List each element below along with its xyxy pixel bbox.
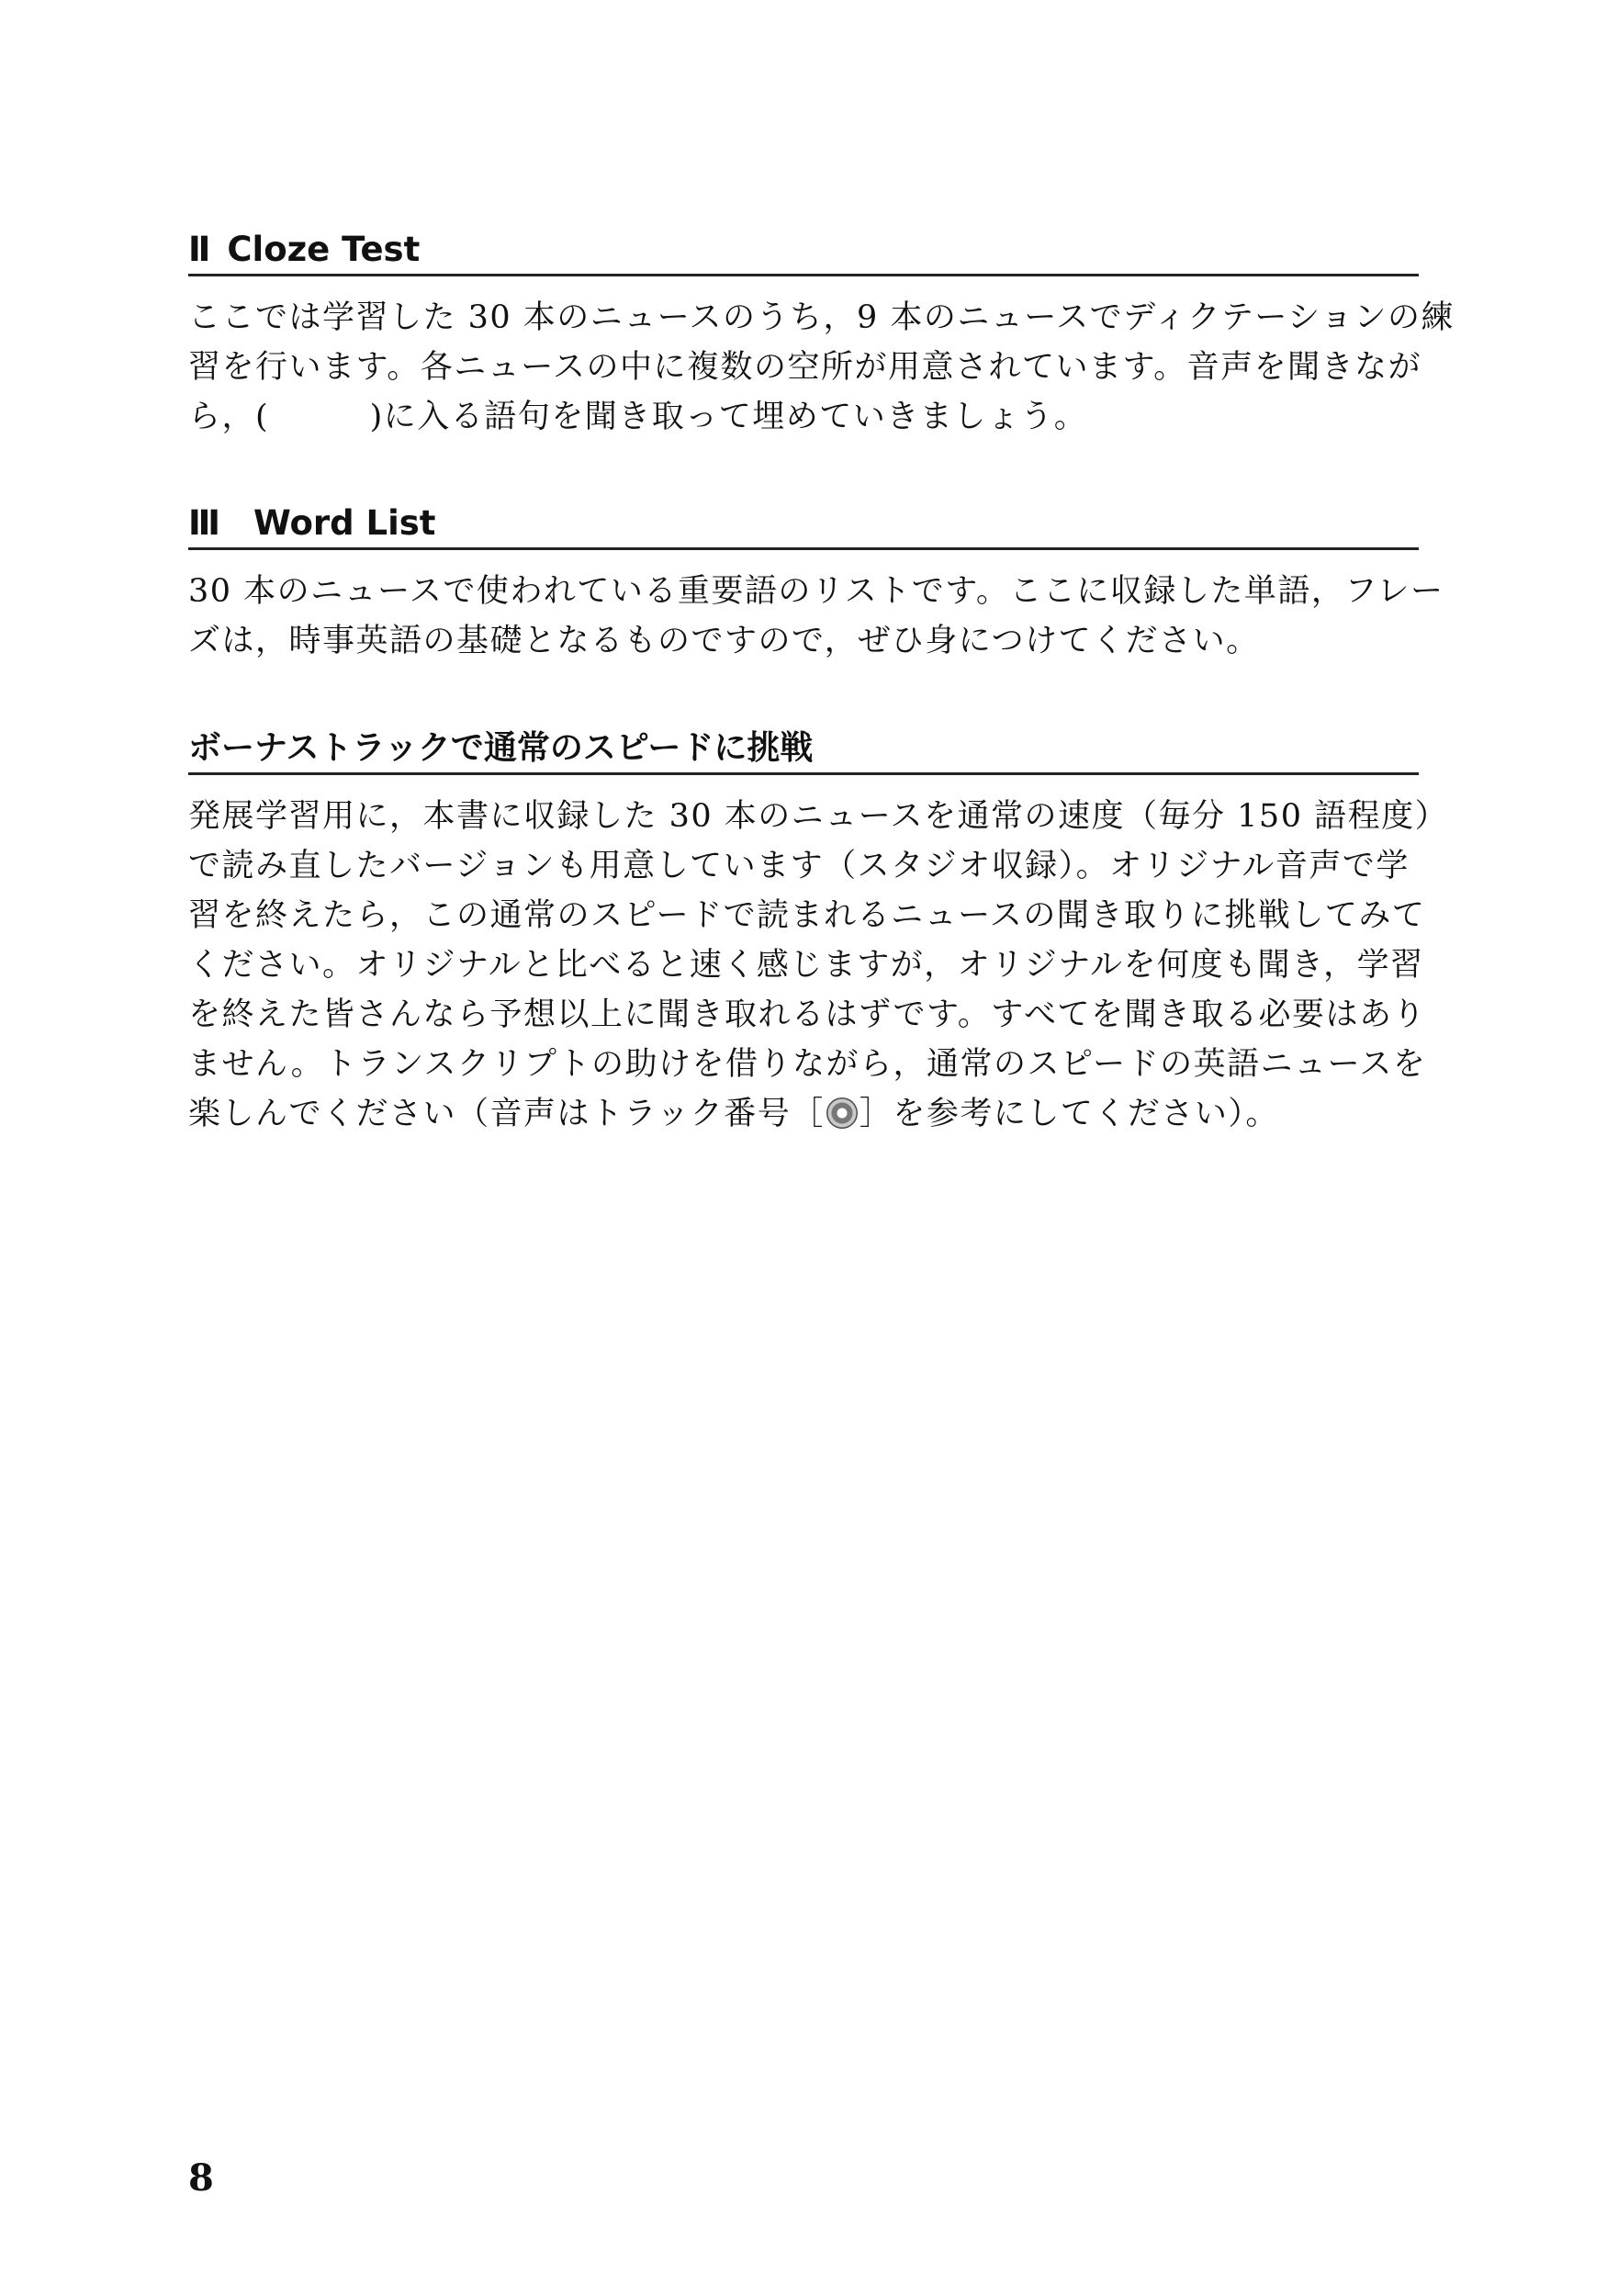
body-line: を終えた皆さんなら予想以上に聞き取れるはずです。すべてを聞き取る必要はあり: [188, 996, 1427, 1033]
body-line: ら，( )に入る語句を聞き取って埋めていきましょう。: [188, 399, 1088, 435]
body-line: 習を終えたら，この通常のスピードで読まれるニュースの聞き取りに挑戦してみて: [188, 897, 1426, 934]
body-line: 習を行います。各ニュースの中に複数の空所が用意されています。音声を聞きなが: [188, 349, 1422, 386]
section-title: Cloze Test: [227, 230, 421, 269]
body-text-after-icon: ］を参考にしてください）。: [859, 1096, 1279, 1132]
body-line: 30 本のニュースで使われている重要語のリストです。ここに収録した単語，フレー: [188, 573, 1444, 610]
body-line: ズは，時事英語の基礎となるものですので，ぜひ身につけてください。: [188, 623, 1260, 659]
section-body: [188, 293, 1455, 442]
body-line: ここでは学習した 30 本のニュースのうち，9 本のニュースでディクテーションの練: [188, 299, 1455, 336]
section-number: Ⅲ: [188, 503, 220, 543]
body-line-with-icon: [188, 1089, 1419, 1139]
section-number: Ⅱ: [188, 230, 211, 269]
section-title: ボーナストラックで通常のスピードに挑戦: [188, 729, 814, 767]
body-line: ません。トランスクリプトの助けを借りながら，通常のスピードの英語ニュースを: [188, 1046, 1427, 1083]
body-line: ください。オリジナルと比べると速く感じますが，オリジナルを何度も聞き，学習: [188, 947, 1424, 984]
page-number: 8: [188, 2156, 214, 2200]
section-title: Word List: [253, 503, 436, 543]
section-heading: [188, 728, 1419, 775]
body-line: 発展学習用に，本書に収録した 30 本のニュースを通常の速度（毎分 150 語程度）: [188, 798, 1449, 835]
section-bonus-track: [188, 728, 1449, 1139]
body-text-before-icon: 楽しんでください（音声はトラック番号［: [188, 1096, 825, 1132]
section-word-list: [188, 503, 1444, 666]
section-body: [188, 567, 1444, 666]
cd-icon: [826, 1097, 858, 1129]
section-body: [188, 792, 1449, 1139]
section-heading: [188, 503, 1419, 550]
section-heading: [188, 230, 1419, 276]
body-line: で読み直したバージョンも用意しています（スタジオ収録）。オリジナル音声で学: [188, 848, 1410, 884]
section-cloze-test: [188, 230, 1455, 442]
